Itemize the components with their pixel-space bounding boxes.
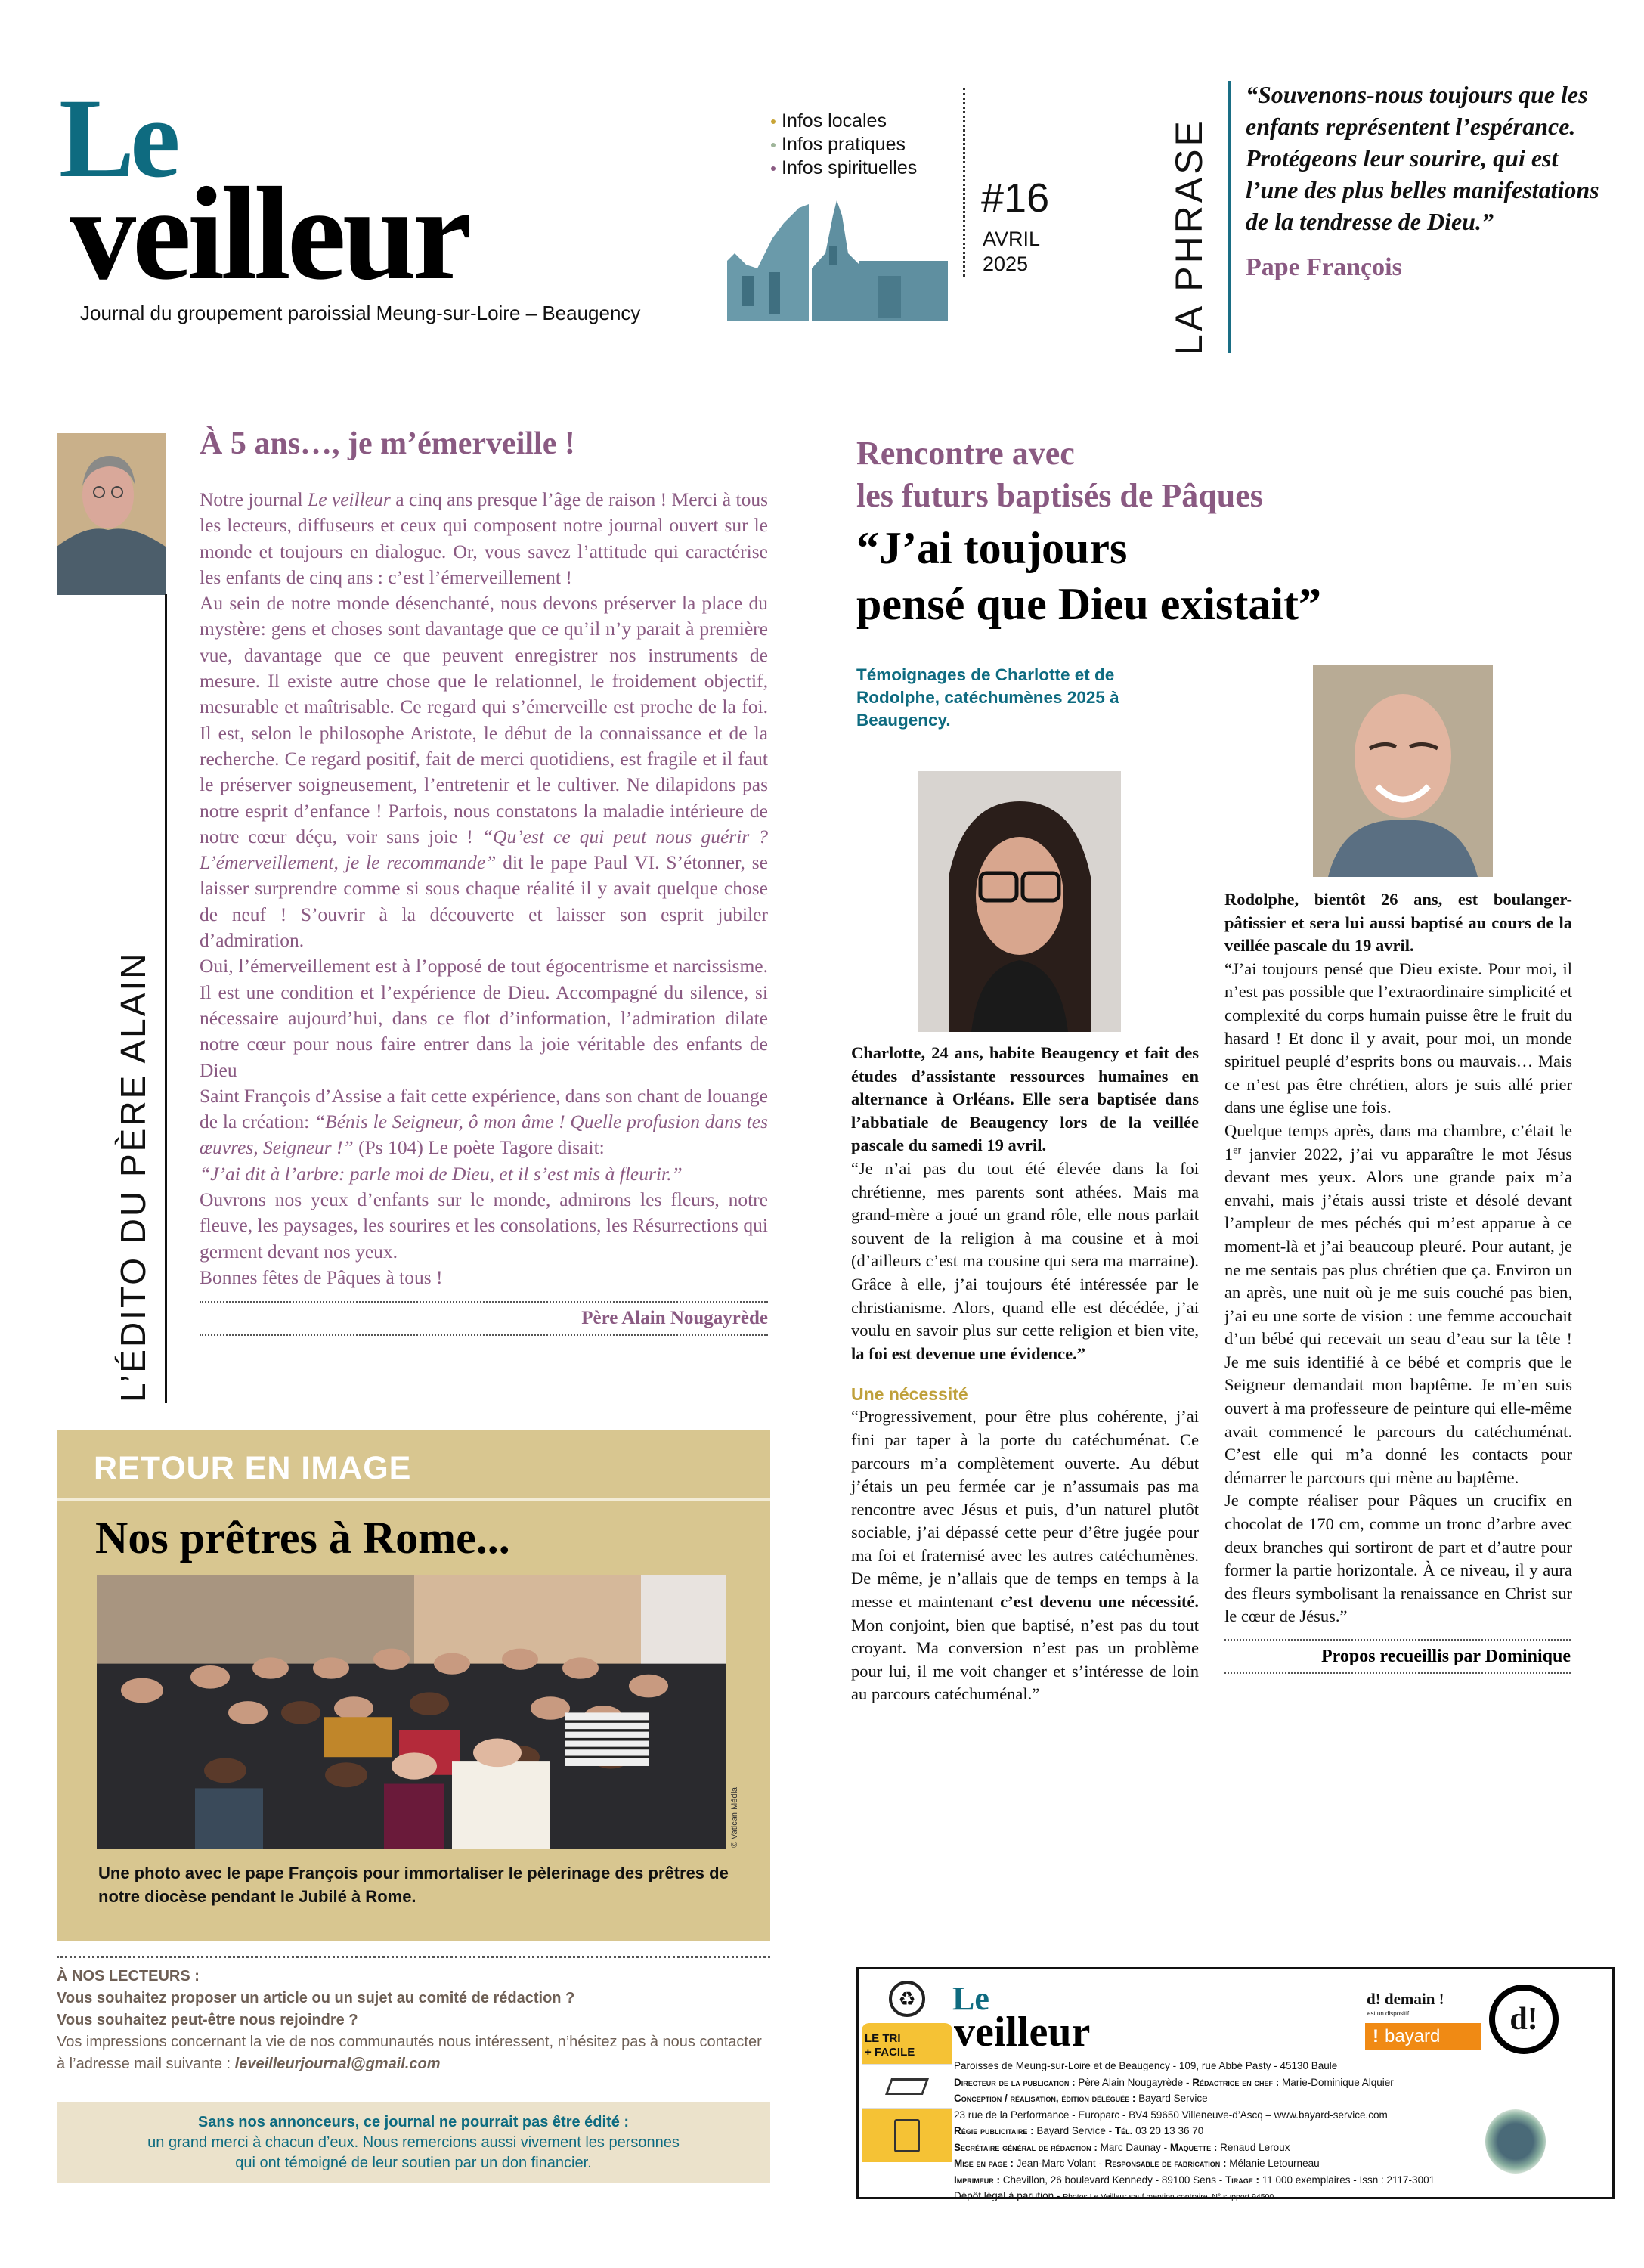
tri-label: LE TRI [865,2032,901,2045]
mentions-line: Directeur de la publication : Père Alain Nougayrède - Rédactrice en chef : Marie-Dominique Alquier [954,2076,1394,2088]
lecteurs-question: Vous souhaitez peut-être nous rejoindre ? [57,2012,358,2028]
charlotte-intro: Charlotte, 24 ans, habite Beaugency et fait des études d’assistante ressources humaines en alternance à Orléans. Elle sera baptisée dans l’abbatiale de Beaugency lors de la veillée pascale du samedi 19 avril. [851,1043,1199,1155]
infos-label: Infos pratiques [782,134,906,155]
phrase-author: Pape François [1246,253,1402,281]
merci-heading: Sans nos annonceurs, ce journal ne pourrait pas être édité : [197,2114,630,2130]
edito-body [200,487,768,1290]
edito-separator [200,1334,768,1336]
church-illustration [727,200,948,321]
rencontre-footer [1224,1639,1571,1674]
tri-label: + FACILE [865,2046,915,2059]
rodolphe-column [1224,888,1572,1674]
rencontre-kicker [856,432,1582,517]
phrase-block [1246,79,1601,283]
edito-paragraph: Ouvrons nos yeux d’enfants sur le monde, admirons les fleurs, notre fleuve, les paysages, les sourires et les consolations, les Résurrections qui germent devant nos yeux. [200,1188,768,1263]
rencontre-separator [1224,1672,1571,1674]
mentions-text [954,2058,1475,2206]
edito-paragraph: Au sein de notre monde désenchanté, nous devons préserver la place du mystère: gens et choses sont davantage que ce qu’il n’y parait à première vue, davantage que ce que peuvent enregistrer nos instruments de mesure. Il existe autre chose que le relationnel, le froidement objectif, mesurable et maîtrisable. Ce regard qui s’émerveille est proche de la foi. Il est, selon le philosophe Aristote, le début de la connaissance et de la recherche. Ce regard positif, fait de merci quotidiens, est fragile et il faut le préserver soigneusement, l’entretenir et le cultiver. Ne dilapidons pas notre esprit d’enfance ! Parfois, nous constatons la maladie intérieure de notre cœur déçu, voir sans joie ! “Qu’est ce qui peut nous guérir ? L’émerveillement, je le recommande” dit le pape Paul VI. S’étonner, se laisser surprendre comme si sous chaque réalité il y avait quelque chose de neuf ! S’ouvrir à la découverte et laisser son esprit jubiler d’admiration. [200,592,769,952]
d-logo: d! [1489,1984,1559,2054]
rodolphe-paragraph: Je compte réaliser pour Pâques un crucifix en chocolat de 170 cm, comme un tronc d’arbre avec deux branches qui sortiront de part et d’autre pour former la partie horizontale. À ce niveau, il y aura des fleurs symbolisant la renaissance en Christ sur le cœur de Jésus.” [1224,1491,1572,1626]
charlotte-column [851,1042,1199,1706]
edito-paragraph: Oui, l’émerveillement est à l’opposé de tout égocentrisme et narcissisme. Il est une condition et l’expérience de Dieu. Accompagné du silence, si nécessaire aujourd’hui, dans ce flot d’information, l’admiration dilate notre cœur pour nous faire entrer dans la joie véritable des enfants de Dieu [200,955,768,1081]
edito-title: À 5 ans…, je m’émerveille ! [200,426,575,461]
rencontre-kicker-line: les futurs baptisés de Pâques [856,477,1263,514]
rencontre-subhead: Une nécessité [851,1384,968,1405]
bayard-label: bayard [1385,2026,1441,2046]
charlotte-paragraph: “Progressivement, pour être plus cohérente, j’ai fini par taper à la porte du catéchuménat. Ce parcours m’a complètement ouverte. Au début j’étais un peu fermée car je n’assumais pas ma rencontre avec Jésus et puis, d’un naturel plutôt sociable, j’ai dépassé cette peur d’être jugée pour ma foi et fraternisé avec les autres catéchumènes. De même, je n’allais que de temps en temps à la messe et maintenant c’est devenu une nécessité. Mon conjoint, bien que baptisé, n’est pas du tout croyant. Ma conversion n’est pas un problème pour lui, il me voit changer et s’intéresse de loin au parcours catéchuménal.” [851,1407,1199,1704]
bin-icon [862,2109,952,2162]
retour-title: Nos prêtres à Rome... [95,1513,510,1563]
issue-year: 2025 [983,253,1029,275]
phrase-rule [1228,81,1231,353]
triman-recycling-logo [862,1981,952,2189]
masthead-logo-veilleur: veilleur [70,160,468,308]
infos-list [771,110,917,180]
rodolphe-photo [1313,665,1493,877]
rencontre-intro: Témoignages de Charlotte et de Rodolphe, catéchumènes 2025 à Beaugency. [856,665,1119,730]
rencontre-title-line: “J’ai toujours [856,523,1128,573]
mentions-line: Secrétaire général de rédaction : Marc Daunay - Maquette : Renaud Leroux [954,2141,1290,2153]
phrase-quote: “Souvenons-nous toujours que les enfants représentent l’espérance. Protégeons leur sourire, qui est l’une des plus belles manifestations de la tendresse de Dieu.” [1246,81,1599,235]
rencontre-signature: Propos recueillis par Dominique [1320,1647,1571,1666]
retour-kicker: RETOUR EN IMAGE [94,1450,412,1486]
edito-author-photo [57,433,166,595]
infos-item [771,110,917,133]
lecteurs-notice [57,1966,770,2075]
retour-group-photo [97,1575,726,1849]
demain-subtitle: est un dispositif [1367,2010,1410,2017]
merci-text: un grand merci à chacun d’eux. Nous remercions aussi vivement les personnes qui ont témoigné de leur soutien par un don financier. [147,2134,680,2171]
rodolphe-paragraph: Quelque temps après, dans ma chambre, c’était le 1er janvier 2022, j’ai vu apparaître le mot Jésus devant mes yeux. Alors une grande paix m’a envahi, mais j’étais aussi triste et désolé devant l’ampleur de mes péchés qui m’est apparue à ce moment-là et j’ai beaucoup pleuré. Pour autant, je ne me sentais pas plus chrétien que ça. Environ un an après, une nuit où je me suis couché pas bien, j’ai eu une sorte de vision : une femme accouchait d’un bébé qui recevait un seau d’eau sur la tête ! Je me suis identifié à ce bébé et compris que le Seigneur demandait mon baptême. Je m’en suis ouvert à ma professeure de peinture qui elle-même avait commencé le parcours du catéchuménat. C’est elle qui m’a donné les contacts pour démarrer le parcours qui mène au baptême. [1224,1120,1572,1487]
edito-paragraph: Saint François d’Assise a fait cette expérience, dans son chant de louange de la création: “Bénis le Seigneur, ô mon âme ! Quelle profusion dans tes œuvres, Seigneur !” (Ps 104) Le poète Tagore disait: “J’ai dit à l’arbre: parle moi de Dieu, et il s’est mis à fleurir.” [200,1084,768,1185]
rencontre-header [856,432,1582,632]
masthead-logo-le: Le [59,76,176,201]
bullet-icon [771,166,776,171]
edito-label: L’ÉDITO DU PÈRE ALAIN [113,951,153,1402]
infos-label: Infos locales [782,110,887,132]
edito-paragraph: Bonnes fêtes de Pâques à tous ! [200,1266,443,1288]
mentions-line: 23 rue de la Performance - Europarc - BV4 59650 Villeneuve-d’Ascq – www.bayard-service.com [954,2108,1388,2121]
phrase-label: LA PHRASE [1168,118,1210,355]
mentions-line: Conception / réalisation, édition déléguée : Bayard Service [954,2093,1208,2104]
infos-item [771,133,917,156]
lecteurs-text: Vos impressions concernant la vie de nos communautés nous intéressent, n’hésitez pas à nous contacter à l’adresse mail suivante : leveilleurjournal@gmail.com [57,2034,762,2072]
masthead-tagline: Journal du groupement paroissial Meung-sur-Loire – Beaugency [80,302,641,324]
issue-date [983,227,1040,277]
rencontre-kicker-line: Rencontre avec [856,435,1075,472]
issue-divider [963,88,965,277]
mentions-logo-le: Le [952,1980,989,2017]
lecteurs-question: Vous souhaitez proposer un article ou un sujet au comité de rédaction ? [57,1990,575,2006]
bullet-icon [771,119,776,124]
bayard-logo [1365,2023,1481,2050]
mentions-line: Mise en page : Jean-Marc Volant - Responsable de fabrication : Mélanie Letourneau [954,2158,1320,2169]
rodolphe-paragraph: “J’ai toujours pensé que Dieu existe. Pour moi, il n’est pas possible que l’extraordinaire simplicité et complexité du corps humain puisse être le fruit du hasard ! Et donc il y avait, pour moi, un monde spirituel peuplé d’esprits bons ou mauvais… Mais ce n’est pas être chrétien, alors je suis allé prier dans une église une fois. [1224,959,1572,1117]
mentions-line: Imprimeur : Chevillon, 26 boulevard Kennedy - 89100 Sens - Tirage : 11 000 exemplaires - Issn : 2117-3001 [954,2174,1435,2186]
issue-number: #16 [981,175,1050,221]
charlotte-photo [918,771,1121,1032]
infos-label: Infos spirituelles [782,157,918,178]
edito-column [200,423,768,1336]
infos-item [771,156,917,180]
merci-box [57,2102,770,2183]
charlotte-paragraph: “Je n’ai pas du tout été élevée dans la foi chrétienne, mes parents sont athées. Mais ma grand-mère a joué un grand rôle, elle nous parlait souvent de la religion à ma cousine et à moi (d’ailleurs c’est ma cousine qui sera ma marraine). Grâce à elle, j’ai toujours été intéressée par le christianisme. Alors, quand elle est décédée, j’ai voulu en savoir plus sur cette religion et bien vite, la foi est devenue une évidence.” [851,1158,1199,1363]
exclamation-icon: ! [1373,2026,1379,2046]
mentions-logo-veilleur: veilleur [954,2009,1091,2056]
edito-paragraph: Notre journal Le veilleur a cinq ans presque l’âge de raison ! Merci à tous les lecteurs, diffuseurs et ceux qui composent notre journal ouvert sur le monde et toujours en dialogue. Or, vous savez l’attitude qui caractérise les enfants de cinq ans : c’est l’émerveillement ! [200,488,769,588]
demain-logo: d! demain ! [1367,1990,1444,2008]
mentions-line: Dépôt légal à parution - Photos Le Veilleur sauf mention contraire. N° support 94500 [954,2190,1274,2201]
lecteurs-heading: À NOS LECTEURS : [57,1968,200,1984]
photo-credit: © Vatican Média [730,1786,739,1848]
mentions-line: Régie publicitaire : Bayard Service - Tél. 03 20 13 36 70 [954,2125,1204,2136]
rencontre-title [856,520,1582,632]
issue-month: AVRIL [983,228,1041,250]
rodolphe-intro: Rodolphe, bientôt 26 ans, est boulanger-pâtissier et sera lui aussi baptisé au cours de la veillée pascale du 19 avril. [1224,890,1572,956]
paper-icon [862,2064,952,2109]
lecteurs-email-link[interactable]: leveilleurjournal@gmail.com [234,2056,441,2072]
imprim-vert-logo [1485,2109,1546,2174]
edito-rule [165,594,167,1403]
edito-signature: Père Alain Nougayrède [581,1308,768,1329]
rencontre-title-line: pensé que Dieu existait” [856,579,1321,629]
recycle-person-icon: ♻ [889,1981,925,2017]
retour-caption: Une photo avec le pape François pour immortaliser le pèlerinage des prêtres de notre diocèse pendant le Jubilé à Rome. [98,1864,729,1906]
lecteurs-separator [57,1956,770,1958]
bullet-icon [771,143,776,147]
mentions-line: Paroisses de Meung-sur-Loire et de Beaugency - 109, rue Abbé Pasty - 45130 Baule [954,2060,1338,2071]
